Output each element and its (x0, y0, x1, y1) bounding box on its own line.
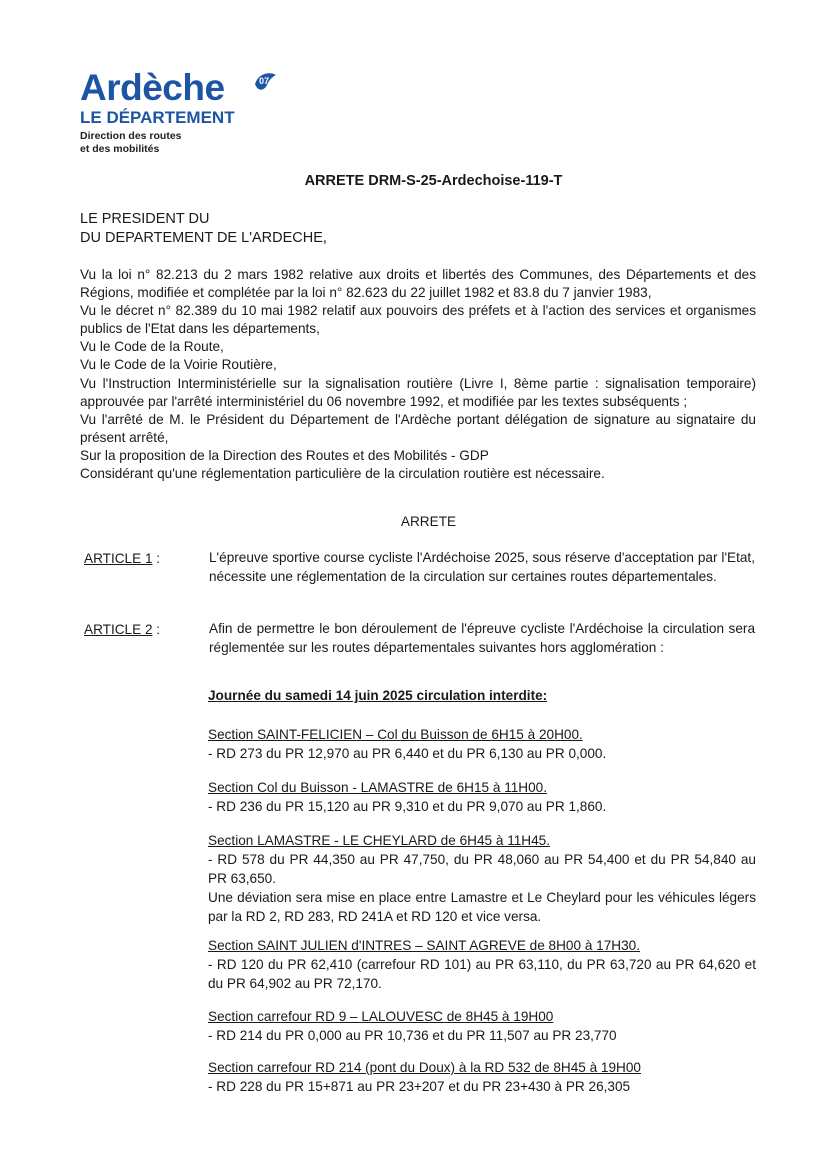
article-2-text: Afin de permettre le bon déroulement de l'épreuve cycliste l'Ardéchoise la circulation sera réglementée sur les routes départementales suivantes hors agglomération : (209, 621, 755, 655)
visa-paragraph: Vu le Code de la Route, (80, 339, 224, 355)
article-1-number: ARTICLE 1 (84, 551, 153, 566)
section-heading: Section carrefour RD 214 (pont du Doux) à la RD 532 de 8H45 à 19H00 (208, 1060, 641, 1075)
direction-label (80, 130, 182, 156)
direction-line: et des mobilités (80, 143, 160, 155)
logo-subtitle: LE DÉPARTEMENT (80, 108, 235, 127)
arrete-heading: ARRETE (400, 514, 457, 529)
section-body: - RD 578 du PR 44,350 au PR 47,750, du PR 48,060 au PR 54,400 et du PR 54,840 au PR 63,650. (208, 852, 756, 886)
visa-paragraph: Considérant qu'une réglementation particulière de la circulation routière est nécessaire. (80, 466, 605, 482)
logo-wordmark: Ardèche (80, 67, 225, 108)
visa-paragraph: Vu l'arrêté de M. le Président du Département de l'Ardèche portant délégation de signature au signataire du présent arrêté, (80, 411, 756, 445)
section-body: - RD 120 du PR 62,410 (carrefour RD 101) au PR 63,110, du PR 63,720 au PR 64,620 et du PR 64,902 au PR 72,170. (208, 957, 756, 991)
article-2-colon: : (152, 622, 161, 637)
president-heading (80, 210, 327, 248)
president-line: LE PRESIDENT DU (80, 211, 210, 227)
section-item (208, 778, 756, 816)
visa-paragraph: Vu l'Instruction Interministérielle sur la signalisation routière (Livre I, 8ème partie : signalisation temporaire) approuvée par l'arrêté interministériel du 06 novembre 1992, et modifiée par les textes subséquents ; (80, 375, 756, 409)
article-1-label (84, 551, 160, 566)
section-heading: Section Col du Buisson - LAMASTRE de 6H15 à 11H00. (208, 780, 548, 795)
section-item (208, 831, 756, 926)
document-title: ARRETE DRM-S-25-Ardechoise-119-T (304, 173, 563, 189)
visa-paragraph: Vu le Code de la Voirie Routière, (80, 357, 277, 373)
section-item (208, 725, 756, 763)
section-heading: Section SAINT-FELICIEN – Col du Buisson de 6H15 à 20H00. (208, 727, 583, 742)
logo-badge-icon (252, 70, 278, 94)
section-note: Une déviation sera mise en place entre Lamastre et Le Cheylard pour les véhicules légers par la RD 2, RD 283, RD 241A et RD 120 et vice versa. (208, 890, 756, 924)
article-1-text: L'épreuve sportive course cycliste l'Ardéchoise 2025, sous réserve d'acceptation par l'Etat, nécessite une réglementation de la circulation sur certaines routes départementales. (209, 550, 755, 584)
article-2-label (84, 622, 160, 637)
section-body: - RD 236 du PR 15,120 au PR 9,310 et du PR 9,070 au PR 1,860. (208, 799, 607, 814)
day-heading: Journée du samedi 14 juin 2025 circulation interdite: (208, 688, 548, 703)
visas-block (80, 266, 756, 483)
section-body: - RD 273 du PR 12,970 au PR 6,440 et du PR 6,130 au PR 0,000. (208, 746, 607, 761)
section-heading: Section SAINT JULIEN d'INTRES – SAINT AGREVE de 8H00 à 17H30. (208, 938, 640, 953)
logo-badge-text: 07 (258, 76, 270, 86)
section-item (208, 936, 756, 993)
direction-line: Direction des routes (80, 130, 182, 142)
article-1-colon: : (152, 551, 161, 566)
section-heading: Section LAMASTRE - LE CHEYLARD de 6H45 à 11H45. (208, 833, 551, 848)
visa-paragraph: Vu la loi n° 82.213 du 2 mars 1982 relative aux droits et libertés des Communes, des Départements et des Régions, modifiée et complétée par la loi n° 82.623 du 22 juillet 1982 et 83.8 du 7 janvier 1983, (80, 267, 756, 301)
section-item (208, 1058, 756, 1096)
section-heading: Section carrefour RD 9 – LALOUVESC de 8H45 à 19H00 (208, 1009, 554, 1024)
section-item (208, 1007, 756, 1045)
visa-paragraph: Vu le décret n° 82.389 du 10 mai 1982 relatif aux pouvoirs des préfets et à l'action des services et organismes publics de l'Etat dans les départements, (80, 303, 756, 337)
section-body: - RD 228 du PR 15+871 au PR 23+207 et du PR 23+430 à PR 26,305 (208, 1079, 631, 1094)
section-body: - RD 214 du PR 0,000 au PR 10,736 et du PR 11,507 au PR 23,770 (208, 1028, 617, 1043)
article-2-number: ARTICLE 2 (84, 622, 153, 637)
ardeche-logo (80, 67, 270, 155)
president-line: DU DEPARTEMENT DE L'ARDECHE, (80, 230, 327, 246)
visa-paragraph: Sur la proposition de la Direction des Routes et des Mobilités - GDP (80, 447, 489, 463)
